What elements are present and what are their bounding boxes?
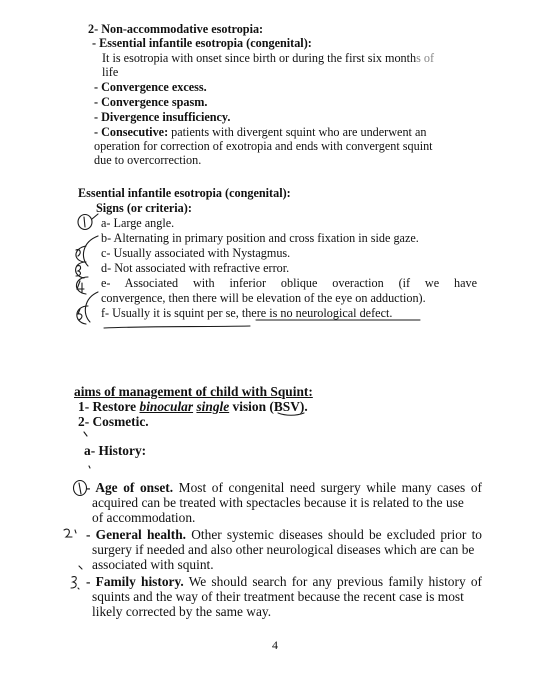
general-line-3: associated with squint. (92, 557, 214, 572)
handwritten-digit-general (64, 529, 72, 537)
description-line-2: life (102, 65, 119, 79)
item-essential-infantile: - Essential infantile esotropia (congenital): (92, 36, 312, 50)
history-heading: a- History: (84, 443, 147, 458)
handwritten-digit-1 (84, 217, 85, 227)
signs-heading: Signs (or criteria): (96, 201, 192, 215)
handwritten-bracket-2 (85, 292, 98, 322)
handwritten-tick-a (92, 214, 98, 219)
consecutive-line-3: due to overcorrection. (94, 153, 202, 167)
handwritten-tick-cosmetic (84, 432, 87, 436)
handwritten-digit-family (71, 577, 76, 588)
sign-b: b- Alternating in primary position and cross fixation in side gaze. (101, 231, 419, 245)
sign-d: d- Not associated with refractive error. (101, 261, 290, 275)
general-label: - General health. (86, 527, 187, 542)
family-label: - Family history. (86, 574, 184, 589)
sign-e-line-1: e- Associated with inferior oblique overaction (if we have (101, 276, 477, 290)
handwritten-underline-f-left (104, 326, 250, 328)
handwritten-dot (89, 466, 90, 468)
handwritten-mark-general (75, 530, 76, 533)
aim-1-prefix: 1- Restore (78, 399, 137, 414)
handwritten-digit-onset (79, 483, 81, 494)
aim-1-single: single (196, 399, 230, 414)
general-line-2: surgery if needed and also other neurological diseases which are can be (92, 542, 475, 557)
sign-f: f- Usually it is squint per se, there is no neurological defect. (101, 306, 393, 320)
handwritten-underline-bsv (278, 413, 304, 415)
onset-line-3: of accommodation. (92, 510, 196, 525)
description-faded-text: s of (416, 51, 435, 65)
item-convergence-excess: - Convergence excess. (94, 80, 207, 94)
heading-aims-of-management: aims of management of child with Squint: (74, 384, 313, 399)
onset-label: - Age of onset. (86, 480, 174, 495)
sign-e-line-2: convergence, then there will be elevation of the eye on adduction). (101, 291, 426, 305)
description-text: It is esotropia with onset since birth or during the first six month (102, 51, 417, 65)
aim-1-suffix: vision (BSV). (232, 399, 308, 414)
family-line-2: squints and the way of their treatment because the recent case is most (92, 589, 464, 604)
consecutive-line-2: operation for correction of exotropia and ends with convergent squint (94, 139, 433, 153)
family-text-1: We should search for any previous family history of (188, 574, 482, 589)
family-line-3: likely corrected by the same way. (92, 604, 272, 619)
handwritten-tick-general (79, 566, 82, 569)
item-divergence-insufficiency: - Divergence insufficiency. (94, 110, 231, 124)
consecutive-label: - Consecutive: (94, 125, 169, 139)
item-convergence-spasm: - Convergence spasm. (94, 95, 208, 109)
heading-non-accommodative: 2- Non-accommodative esotropia: (88, 22, 264, 36)
aim-1-binocular: binocular (139, 399, 194, 414)
aim-2: 2- Cosmetic. (78, 414, 149, 429)
general-text-1: Other systemic diseases should be excluded prior to (191, 527, 482, 542)
heading-essential-infantile: Essential infantile esotropia (congenital): (78, 186, 291, 200)
sign-c: c- Usually associated with Nystagmus. (101, 246, 291, 260)
onset-line-2: acquired can be treated with spectacles because it is related to the use (92, 495, 464, 510)
handwritten-dot-family (78, 588, 79, 589)
onset-text-1: Most of congenital need surgery while many cases of (178, 480, 482, 495)
sign-a: a- Large angle. (101, 216, 175, 230)
page-number: 4 (272, 638, 278, 652)
consecutive-line-1: patients with divergent squint who are underwent an (171, 125, 427, 139)
